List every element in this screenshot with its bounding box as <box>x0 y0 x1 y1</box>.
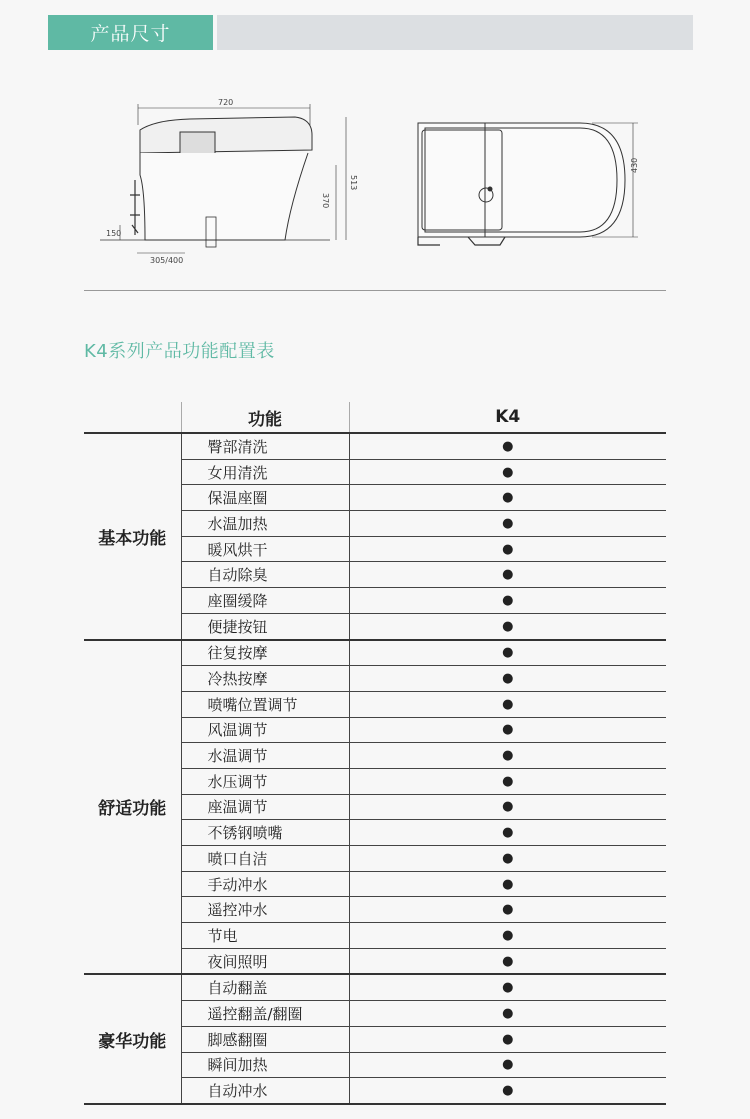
feature-name: 遥控翻盖/翻圈 <box>181 1001 349 1027</box>
feature-name: 脚感翻圈 <box>181 1026 349 1052</box>
feature-supported-dot: ● <box>349 613 666 639</box>
feature-supported-dot: ● <box>349 897 666 923</box>
feature-supported-dot: ● <box>349 459 666 485</box>
feature-name: 座圈缓降 <box>181 588 349 614</box>
feature-name: 水温调节 <box>181 743 349 769</box>
feature-name: 夜间照明 <box>181 948 349 974</box>
group-label: 豪华功能 <box>84 974 181 1103</box>
feature-name: 自动冲水 <box>181 1078 349 1104</box>
feature-name: 自动翻盖 <box>181 974 349 1000</box>
table-row <box>84 433 666 459</box>
table-row <box>84 974 666 1000</box>
divider <box>84 290 666 291</box>
feature-supported-dot: ● <box>349 923 666 949</box>
feature-name: 往复按摩 <box>181 640 349 666</box>
side-view-drawing <box>100 104 346 253</box>
group-label: 基本功能 <box>84 433 181 640</box>
header-category <box>84 402 181 433</box>
feature-supported-dot: ● <box>349 433 666 459</box>
feature-supported-dot: ● <box>349 846 666 872</box>
feature-supported-dot: ● <box>349 1026 666 1052</box>
feature-supported-dot: ● <box>349 485 666 511</box>
feature-supported-dot: ● <box>349 666 666 692</box>
feature-name: 保温座圈 <box>181 485 349 511</box>
feature-supported-dot: ● <box>349 743 666 769</box>
feature-supported-dot: ● <box>349 1052 666 1078</box>
header-model: K4 <box>349 402 666 433</box>
feature-supported-dot: ● <box>349 588 666 614</box>
feature-supported-dot: ● <box>349 768 666 794</box>
feature-name: 节电 <box>181 923 349 949</box>
feature-name: 便捷按钮 <box>181 613 349 639</box>
feature-name: 座温调节 <box>181 794 349 820</box>
feature-supported-dot: ● <box>349 948 666 974</box>
table-row <box>84 640 666 666</box>
top-view-drawing <box>418 123 638 245</box>
feature-name: 瞬间加热 <box>181 1052 349 1078</box>
feature-name: 暖风烘干 <box>181 536 349 562</box>
dim-side-height: 513 <box>349 175 358 191</box>
dim-side-rough-in: 305/400 <box>150 256 184 265</box>
feature-name: 喷口自洁 <box>181 846 349 872</box>
feature-name: 自动除臭 <box>181 562 349 588</box>
dimension-drawings <box>100 95 660 270</box>
feature-supported-dot: ● <box>349 1078 666 1104</box>
table-header-row <box>84 402 666 433</box>
feature-supported-dot: ● <box>349 794 666 820</box>
feature-supported-dot: ● <box>349 691 666 717</box>
feature-name: 水温加热 <box>181 511 349 537</box>
feature-table <box>84 402 666 1105</box>
feature-supported-dot: ● <box>349 717 666 743</box>
feature-name: 水压调节 <box>181 768 349 794</box>
feature-name: 臀部清洗 <box>181 433 349 459</box>
feature-supported-dot: ● <box>349 974 666 1000</box>
feature-supported-dot: ● <box>349 820 666 846</box>
feature-name: 风温调节 <box>181 717 349 743</box>
dim-top-width: 430 <box>630 157 639 173</box>
feature-name: 不锈钢喷嘴 <box>181 820 349 846</box>
dim-side-inner-height: 370 <box>321 193 330 209</box>
feature-name: 冷热按摩 <box>181 666 349 692</box>
feature-supported-dot: ● <box>349 871 666 897</box>
dim-side-base-height: 150 <box>106 229 122 238</box>
group-label: 舒适功能 <box>84 640 181 975</box>
header-function: 功能 <box>181 402 349 433</box>
feature-supported-dot: ● <box>349 1001 666 1027</box>
feature-supported-dot: ● <box>349 640 666 666</box>
feature-name: 喷嘴位置调节 <box>181 691 349 717</box>
feature-name: 手动冲水 <box>181 871 349 897</box>
section-title: K4系列产品功能配置表 <box>84 341 275 362</box>
feature-name: 女用清洗 <box>181 459 349 485</box>
dim-side-width: 720 <box>218 98 234 107</box>
feature-supported-dot: ● <box>349 562 666 588</box>
section-header-title: 产品尺寸 <box>48 15 213 50</box>
feature-supported-dot: ● <box>349 536 666 562</box>
section-header <box>48 15 693 50</box>
feature-supported-dot: ● <box>349 511 666 537</box>
section-header-bar <box>217 15 693 50</box>
feature-name: 遥控冲水 <box>181 897 349 923</box>
